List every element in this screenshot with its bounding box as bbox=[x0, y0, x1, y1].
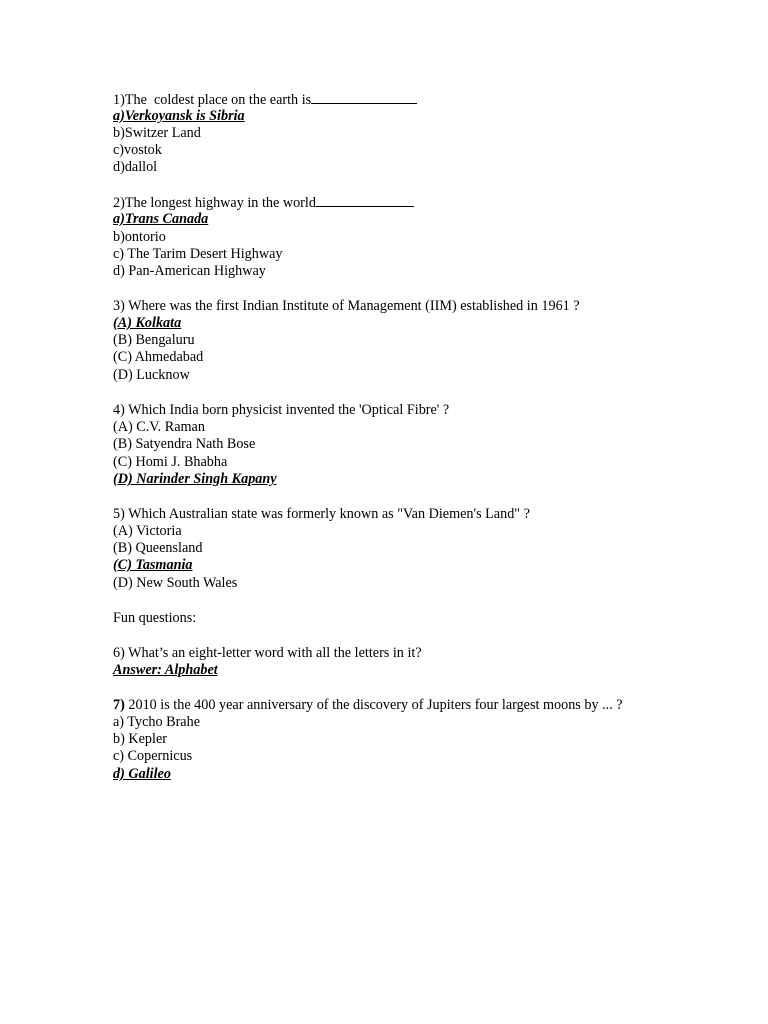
question-2-option-b: b)ontorio bbox=[113, 229, 166, 245]
question-2-text: 2)The longest highway in the world bbox=[113, 195, 316, 211]
question-5-option-c: (C) Tasmania bbox=[113, 557, 193, 573]
question-1-option-a: a)Verkoyansk is Sibria bbox=[113, 108, 245, 124]
question-3-option-b: (B) Bengaluru bbox=[113, 332, 195, 348]
question-7-option-c: c) Copernicus bbox=[113, 748, 193, 764]
question-4-option-b: (B) Satyendra Nath Bose bbox=[113, 436, 256, 452]
answer-blank bbox=[316, 194, 414, 207]
question-5-option-d: (D) New South Wales bbox=[113, 575, 238, 591]
question-1-option-c: c)vostok bbox=[113, 142, 162, 158]
question-3-option-d: (D) Lucknow bbox=[113, 367, 190, 383]
question-7-text: 2010 is the 400 year anniversary of the discovery of Jupiters four largest moons by ... ? bbox=[124, 697, 623, 713]
question-1-option-b: b)Switzer Land bbox=[113, 125, 201, 141]
question-2-option-a: a)Trans Canada bbox=[113, 211, 209, 227]
question-5-option-b: (B) Queensland bbox=[113, 540, 203, 556]
answer-blank bbox=[311, 91, 417, 104]
question-7 bbox=[113, 697, 623, 714]
question-6-answer: Answer: Alphabet bbox=[113, 662, 218, 678]
fun-questions-heading: Fun questions: bbox=[113, 610, 197, 626]
question-2-option-c: c) The Tarim Desert Highway bbox=[113, 246, 283, 262]
question-6-text: 6) What’s an eight-letter word with all the letters in it? bbox=[113, 645, 422, 661]
question-3-text: 3) Where was the first Indian Institute of Management (IIM) established in 1961 ? bbox=[113, 298, 580, 314]
question-7-option-a: a) Tycho Brahe bbox=[113, 714, 200, 730]
question-7-option-d: d) Galileo bbox=[113, 766, 171, 782]
question-4-option-c: (C) Homi J. Bhabha bbox=[113, 454, 228, 470]
question-2 bbox=[113, 194, 414, 212]
question-3-option-a: (A) Kolkata bbox=[113, 315, 182, 331]
question-7-option-b: b) Kepler bbox=[113, 731, 167, 747]
question-5-option-a: (A) Victoria bbox=[113, 523, 182, 539]
question-5-text: 5) Which Australian state was formerly known as "Van Diemen's Land" ? bbox=[113, 506, 530, 522]
question-2-option-d: d) Pan-American Highway bbox=[113, 263, 266, 279]
question-3-option-c: (C) Ahmedabad bbox=[113, 349, 204, 365]
question-1-option-d: d)dallol bbox=[113, 159, 158, 175]
question-7-number: 7) bbox=[113, 697, 125, 713]
question-4-option-d: (D) Narinder Singh Kapany bbox=[113, 471, 277, 487]
question-1 bbox=[113, 91, 417, 109]
question-1-text: 1)The coldest place on the earth is bbox=[113, 92, 312, 108]
question-4-text: 4) Which India born physicist invented the 'Optical Fibre' ? bbox=[113, 402, 450, 418]
question-4-option-a: (A) C.V. Raman bbox=[113, 419, 205, 435]
